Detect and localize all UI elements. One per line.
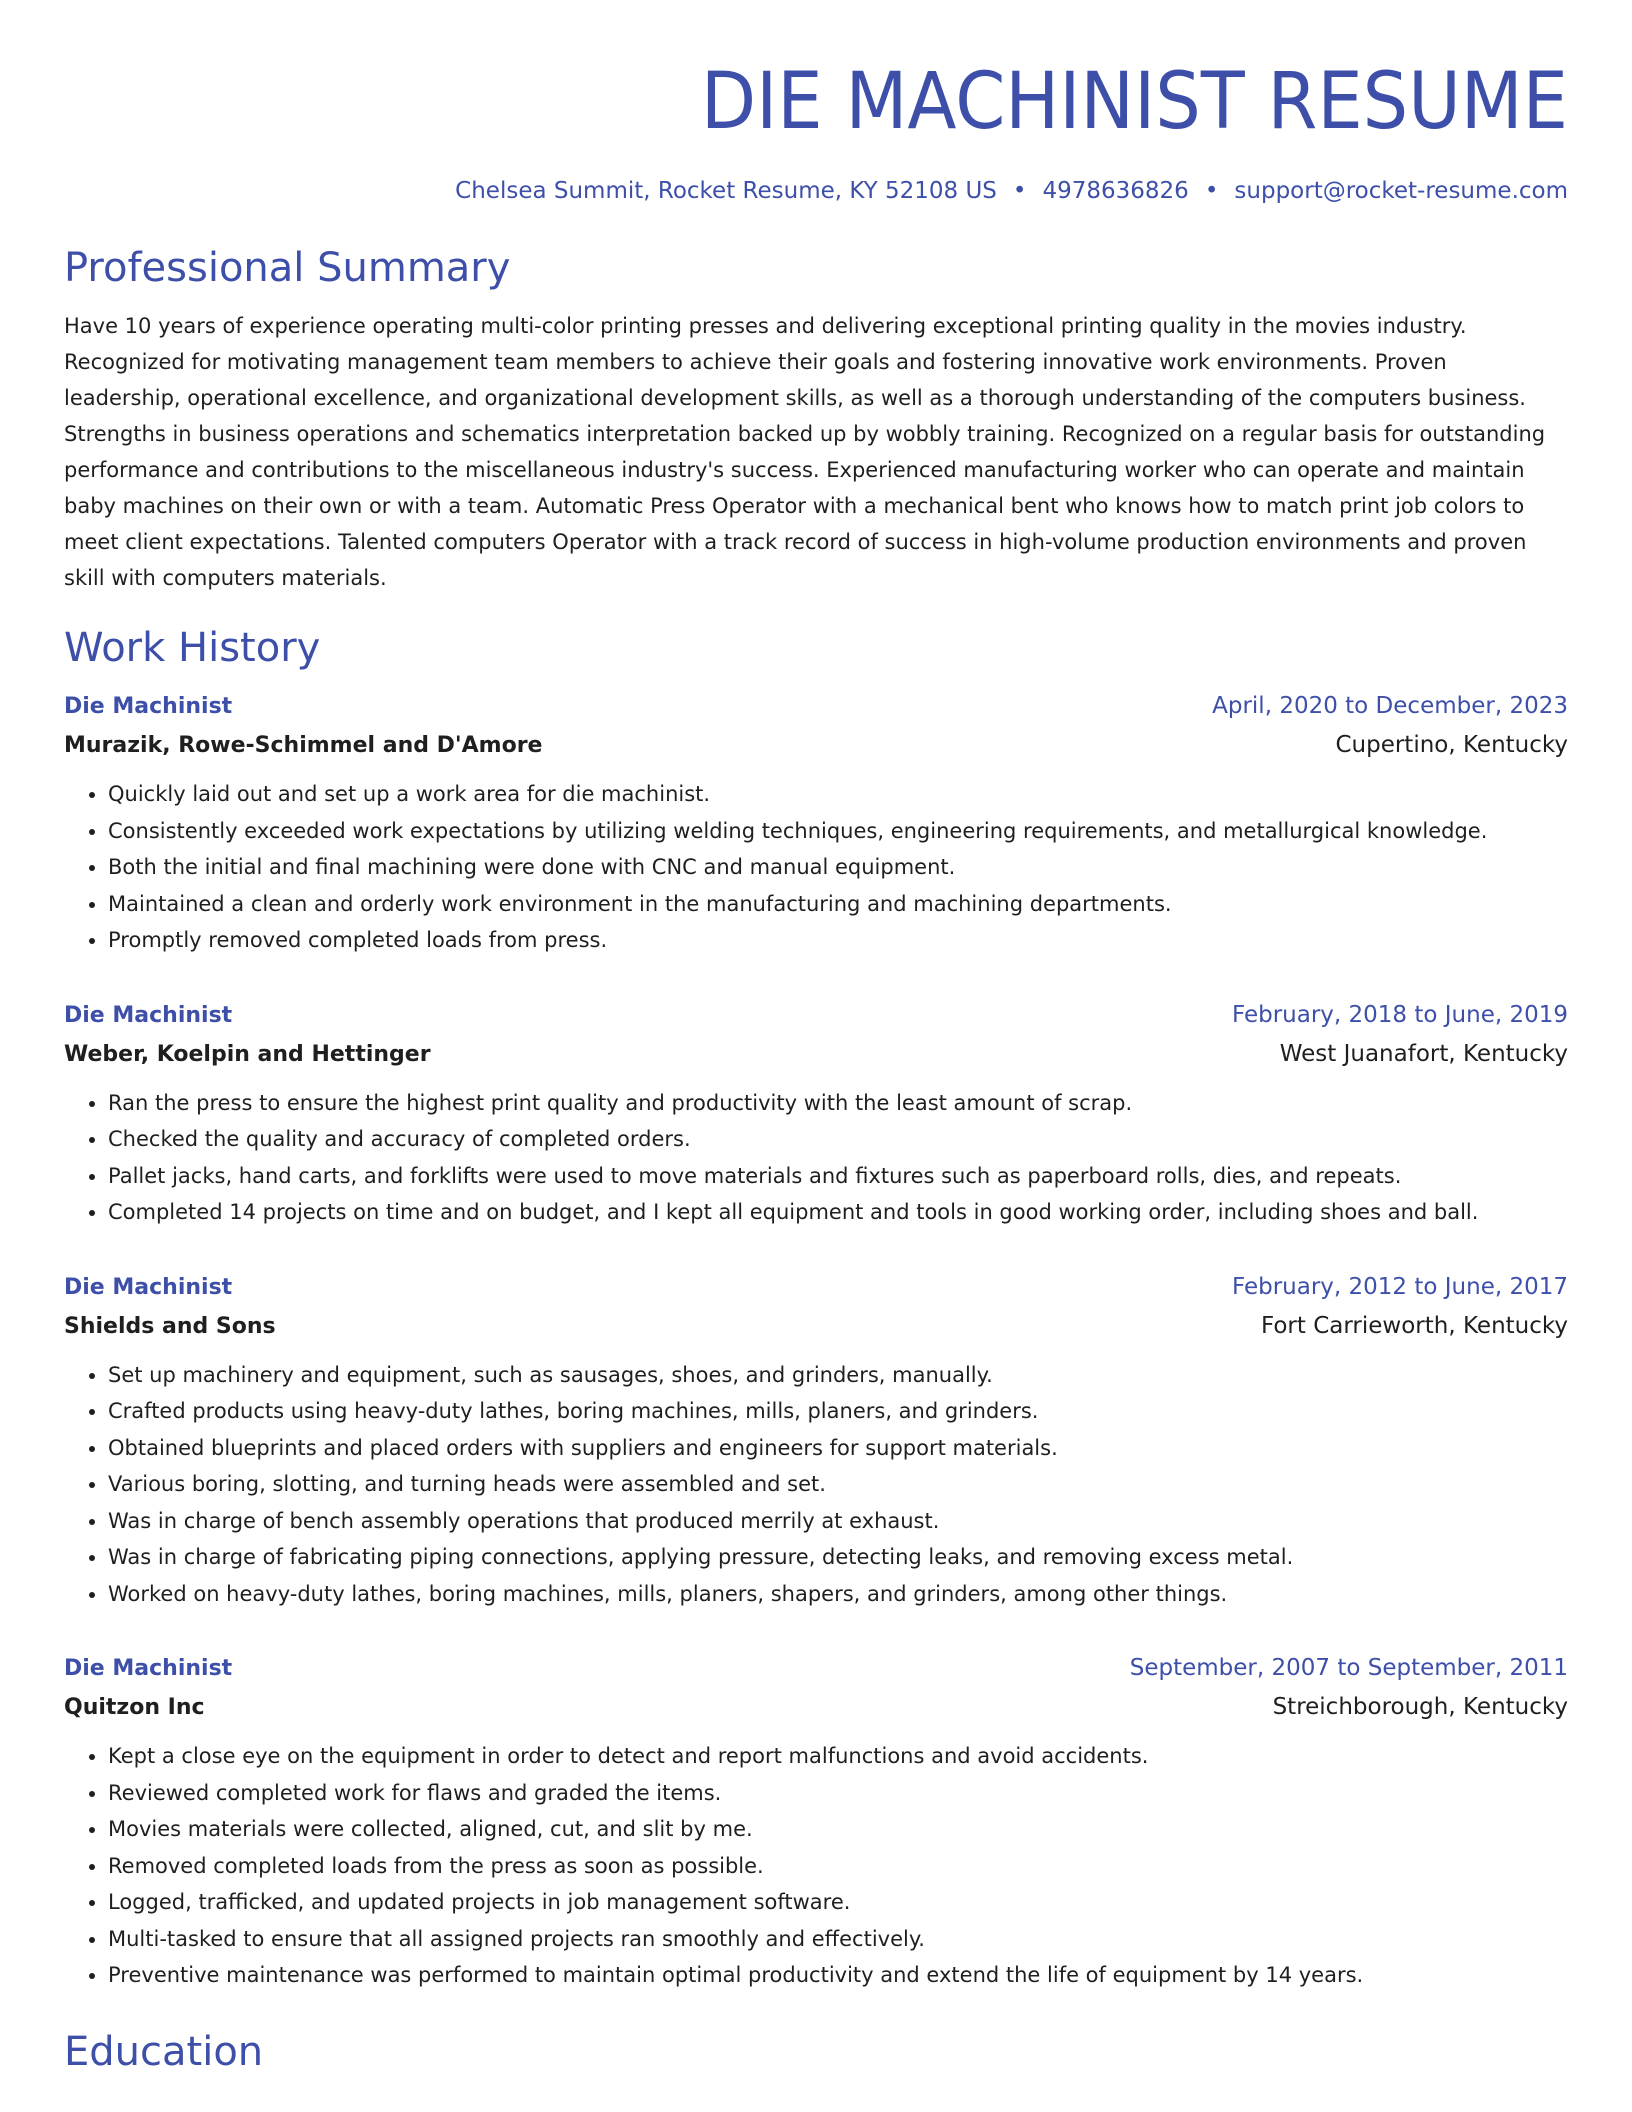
contact-email[interactable]: support@rocket-resume.com	[1234, 178, 1568, 204]
job-entry	[64, 688, 1568, 959]
job-title: Die Machinist	[64, 1274, 233, 1300]
job-bullet: • Was in charge of bench assembly operations that produced merrily at exhaust.	[108, 1503, 1568, 1540]
job-bullet: • Crafted products using heavy-duty lathes, boring machines, mills, planers, and grinders.	[108, 1393, 1568, 1430]
job-bullet: • Removed completed loads from the press as soon as possible.	[108, 1848, 1568, 1885]
job-bullet: • Pallet jacks, hand carts, and forklifts were used to move materials and fixtures such as paperboard rolls, dies, and repeats.	[108, 1158, 1568, 1195]
job-entry	[64, 1650, 1568, 1994]
job-bullet: • Consistently exceeded work expectations by utilizing welding techniques, engineering requirements, and metallurgical knowledge.	[108, 813, 1568, 850]
job-bullet: • Various boring, slotting, and turning heads were assembled and set.	[108, 1466, 1568, 1503]
job-entry	[64, 997, 1568, 1231]
section-title-summary: Professional Summary	[64, 245, 511, 291]
job-title: Die Machinist	[64, 1002, 233, 1028]
job-bullet: • Multi-tasked to ensure that all assigned projects ran smoothly and effectively.	[108, 1921, 1568, 1958]
education-section	[64, 2026, 1568, 2078]
job-bullet: • Ran the press to ensure the highest print quality and productivity with the least amount of scrap.	[108, 1085, 1568, 1122]
job-location: Streichborough, Kentucky	[1272, 1694, 1568, 1720]
job-bullet: • Obtained blueprints and placed orders with suppliers and engineers for support materials.	[108, 1430, 1568, 1467]
job-location: West Juanafort, Kentucky	[1279, 1040, 1568, 1067]
job-bullets	[64, 776, 1568, 959]
job-dates: April, 2020 to December, 2023	[1212, 693, 1568, 719]
contact-line	[64, 176, 1568, 206]
section-title-education: Education	[64, 2028, 264, 2075]
job-company: Weber, Koelpin and Hettinger	[64, 1041, 431, 1067]
contact-address: Chelsea Summit, Rocket Resume, KY 52108 US	[455, 178, 997, 204]
contact-phone: 4978636826	[1042, 178, 1189, 204]
job-company: Murazik, Rowe-Schimmel and D'Amore	[64, 733, 543, 758]
job-dates: February, 2012 to June, 2017	[1231, 1273, 1568, 1300]
job-company: Quitzon Inc	[64, 1695, 205, 1720]
job-bullet: • Maintained a clean and orderly work environment in the manufacturing and machining departments.	[108, 886, 1568, 923]
job-bullet: • Quickly laid out and set up a work area for die machinist.	[108, 776, 1568, 813]
summary-text: Have 10 years of experience operating multi-color printing presses and delivering exceptional printing quality in the movies industry. Recognized for motivating management team members to achieve their goals and fostering innovative work environments. Proven leadership, operational excellence, and organizational development skills, as well as a thorough understanding of the computers business. Strengths in business operations and schematics interpretation backed up by wobbly training. Recognized on a regular basis for outstanding performance and contributions to the miscellaneous industry's success. Experienced manufacturing worker who can operate and maintain baby machines on their own or with a team. Automatic Press Operator with a mechanical bent who knows how to match print job colors to meet client expectations. Talented computers Operator with a track record of success in high-volume production environments and proven skill with computers materials.	[64, 314, 1546, 590]
job-location: Fort Carrieworth, Kentucky	[1260, 1312, 1568, 1339]
job-bullet: • Set up machinery and equipment, such as sausages, shoes, and grinders, manually.	[108, 1357, 1568, 1394]
job-company: Shields and Sons	[64, 1313, 276, 1339]
resume-title: DIE MACHINIST RESUME	[700, 57, 1568, 147]
summary-section	[64, 242, 1568, 596]
job-bullet: • Reviewed completed work for flaws and graded the items.	[108, 1775, 1568, 1812]
resume-header	[64, 0, 1568, 206]
contact-separator: •	[1012, 178, 1027, 204]
work-history-section	[64, 622, 1568, 1994]
section-title-work-history: Work History	[64, 625, 321, 671]
job-bullet: • Was in charge of fabricating piping connections, applying pressure, detecting leaks, and removing excess metal.	[108, 1539, 1568, 1576]
job-location: Cupertino, Kentucky	[1335, 732, 1568, 758]
job-entry	[64, 1269, 1568, 1613]
job-bullet: • Both the initial and final machining were done with CNC and manual equipment.	[108, 849, 1568, 886]
job-dates: September, 2007 to September, 2011	[1129, 1655, 1568, 1681]
job-bullets	[64, 1085, 1568, 1231]
contact-separator: •	[1204, 178, 1219, 204]
job-bullets	[64, 1738, 1568, 1994]
job-bullets	[64, 1357, 1568, 1613]
job-bullet: • Logged, trafficked, and updated projects in job management software.	[108, 1884, 1568, 1921]
job-bullet: • Movies materials were collected, aligned, cut, and slit by me.	[108, 1811, 1568, 1848]
job-title: Die Machinist	[64, 694, 233, 719]
job-title: Die Machinist	[64, 1656, 233, 1681]
job-bullet: • Checked the quality and accuracy of completed orders.	[108, 1121, 1568, 1158]
job-bullet: • Kept a close eye on the equipment in order to detect and report malfunctions and avoid accidents.	[108, 1738, 1568, 1775]
job-bullet: • Completed 14 projects on time and on budget, and I kept all equipment and tools in good working order, including shoes and ball.	[108, 1194, 1568, 1231]
job-bullet: • Worked on heavy-duty lathes, boring machines, mills, planers, shapers, and grinders, among other things.	[108, 1576, 1568, 1613]
job-dates: February, 2018 to June, 2019	[1231, 1001, 1568, 1028]
job-bullet: • Promptly removed completed loads from press.	[108, 922, 1568, 959]
job-bullet: • Preventive maintenance was performed to maintain optimal productivity and extend the life of equipment by 14 years.	[108, 1957, 1568, 1994]
